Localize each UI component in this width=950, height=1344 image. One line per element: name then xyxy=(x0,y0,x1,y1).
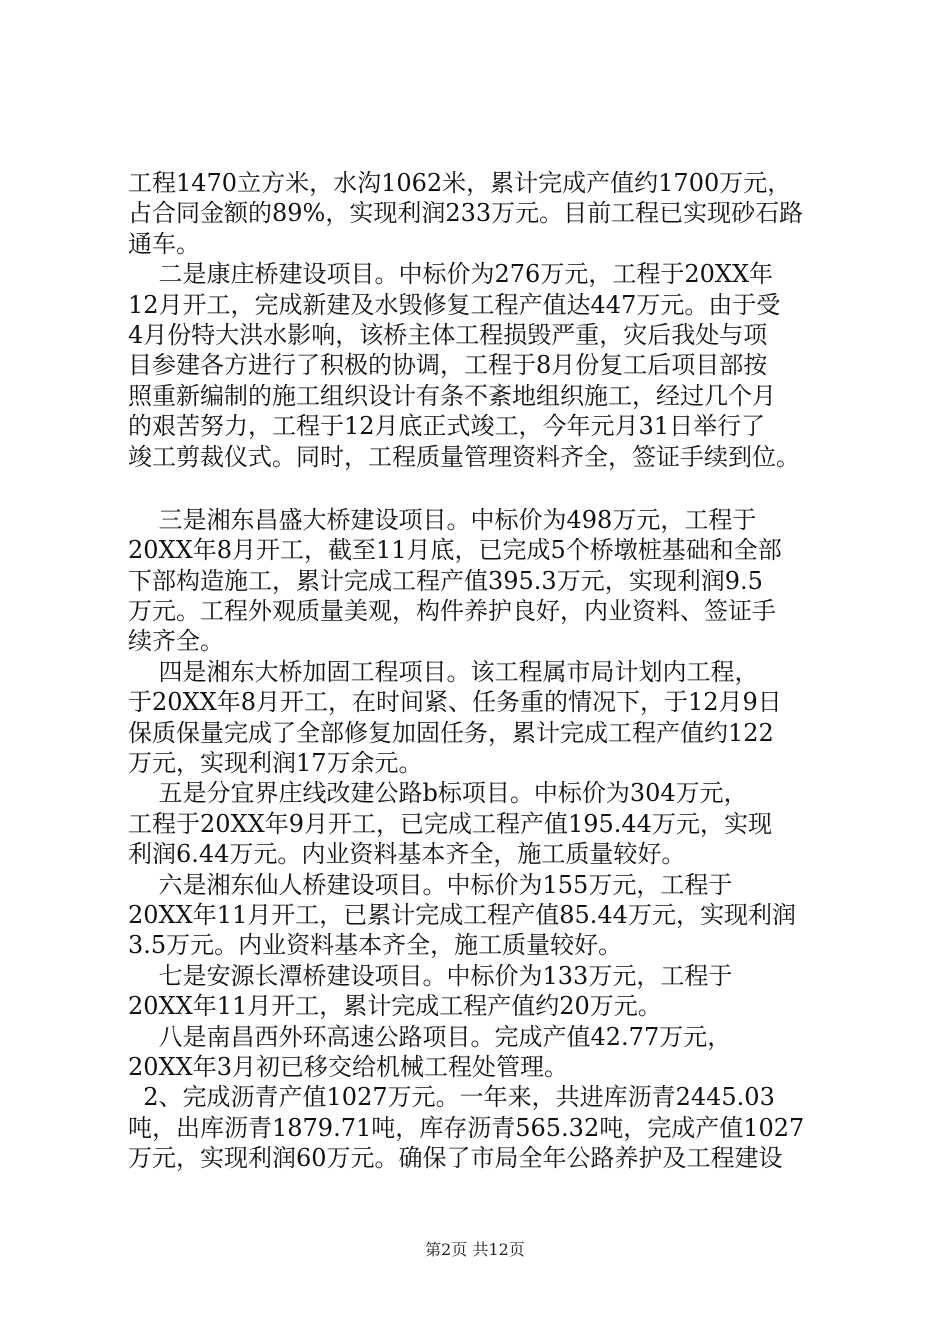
text-line: 20XX年8月开工，截至11月底，已完成5个桥墩桩基础和全部 xyxy=(128,536,782,565)
text-line: 工程1470立方米，水沟1062米，累计完成产值约1700万元， xyxy=(128,169,792,197)
text-line: 通车。 xyxy=(128,229,200,258)
text-line: 2、完成沥青产值1027万元。一年来，共进库沥青2445.03 xyxy=(128,1083,775,1112)
text-line: 于20XX年8月开工，在时间紧、任务重的情况下，于12月9日 xyxy=(128,688,782,717)
text-line: 12月开工，完成新建及水毁修复工程产值达447万元。由于受 xyxy=(128,290,781,319)
text-line: 3.5万元。内业资料基本齐全，施工质量较好。 xyxy=(128,931,623,960)
text-line: 目参建各方进行了积极的协调，工程于8月份复工后项目部按 xyxy=(128,351,768,380)
text-line: 六是湘东仙人桥建设项目。中标价为155万元，工程于 xyxy=(128,870,733,899)
text-line: 20XX年11月开工，累计完成工程产值约20万元。 xyxy=(128,992,662,1021)
text-line: 占合同金额的89%，实现利润233万元。目前工程已实现砂石路 xyxy=(128,199,804,228)
text-line: 八是南昌西外环高速公路项目。完成产值42.77万元， xyxy=(128,1022,732,1051)
text-line: 20XX年11月开工，已累计完成工程产值85.44万元，实现利润 xyxy=(128,900,796,929)
text-line: 吨，出库沥青1879.71吨，库存沥青565.32吨，完成产值1027 xyxy=(128,1113,805,1142)
text-line: 下部构造施工，累计完成工程产值395.3万元，实现利润9.5 xyxy=(128,566,763,595)
text-line: 七是安源长潭桥建设项目。中标价为133万元，工程于 xyxy=(128,961,733,990)
text-line: 续齐全。 xyxy=(128,627,224,656)
text-line: 三是湘东昌盛大桥建设项目。中标价为498万元，工程于 xyxy=(128,505,757,534)
page-footer: 第2页 共12页 xyxy=(425,1240,525,1259)
text-line: 竣工剪裁仪式。同时，工程质量管理资料齐全，签证手续到位。 xyxy=(128,442,800,471)
text-line: 的艰苦努力，工程于12月底正式竣工，今年元月31日举行了 xyxy=(128,412,766,441)
text-line: 利润6.44万元。内业资料基本齐全，施工质量较好。 xyxy=(128,840,686,869)
text-line: 万元。工程外观质量美观，构件养护良好，内业资料、签证手 xyxy=(128,597,776,626)
text-line: 五是分宜界庄线改建公路b标项目。中标价为304万元， xyxy=(128,779,748,808)
text-line: 照重新编制的施工组织设计有条不紊地组织施工，经过几个月 xyxy=(128,381,776,410)
text-line: 保质保量完成了全部修复加固任务，累计完成工程产值约122 xyxy=(128,718,774,747)
text-line: 20XX年3月初已移交给机械工程处管理。 xyxy=(128,1052,568,1081)
text-line: 万元，实现利润17万余元。 xyxy=(128,749,423,778)
paragraph-gap xyxy=(128,472,844,505)
text-line: 4月份特大洪水影响，该桥主体工程损毁严重，灾后我处与项 xyxy=(128,320,768,349)
document-body xyxy=(128,168,844,1174)
text-line: 工程于20XX年9月开工，已完成工程产值195.44万元，实现 xyxy=(128,809,772,838)
text-line: 万元，实现利润60万元。确保了市局全年公路养护及工程建设 xyxy=(128,1144,783,1173)
text-line: 四是湘东大桥加固工程项目。该工程属市局计划内工程， xyxy=(128,657,759,686)
text-line: 二是康庄桥建设项目。中标价为276万元，工程于20XX年 xyxy=(128,260,774,289)
